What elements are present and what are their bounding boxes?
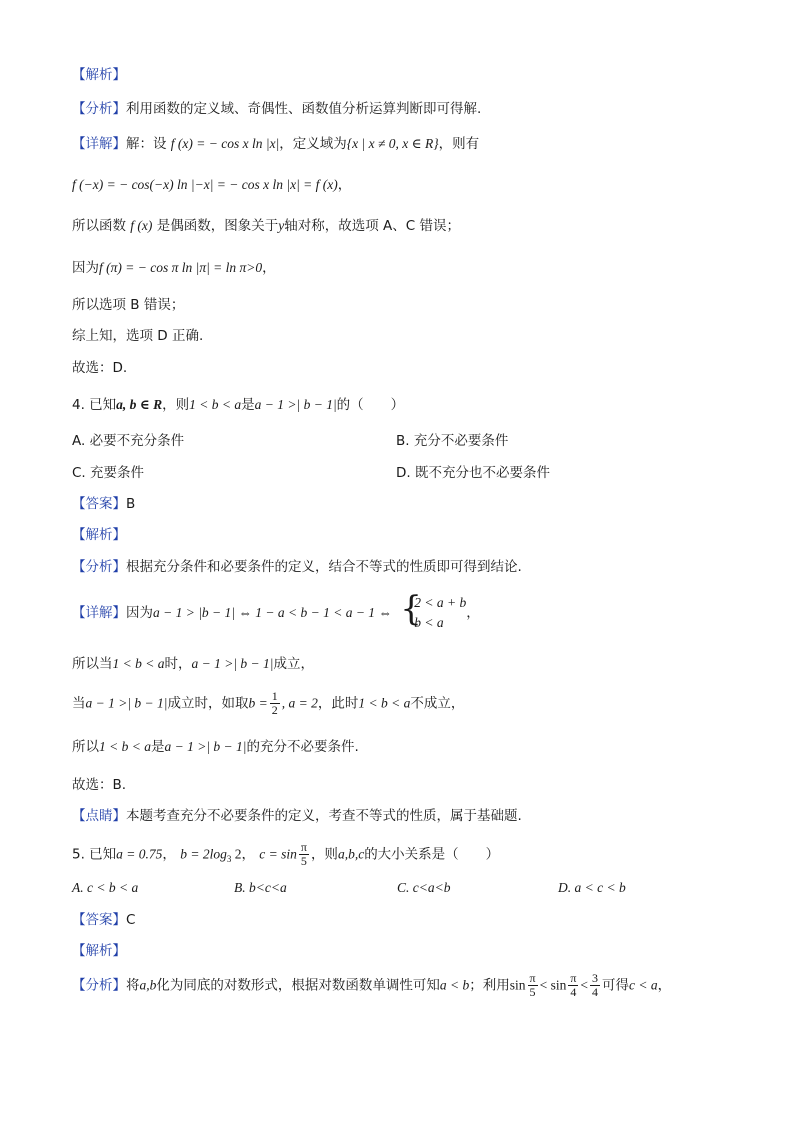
q3-even-c: 轴对称，故选项 A、C 错误； (284, 218, 460, 234)
q4-line3 (72, 690, 464, 724)
daan-tag: 【答案】 (72, 912, 126, 928)
q4-l4-b: 是 (150, 739, 165, 755)
q3-then: ，则有 (438, 136, 480, 152)
jiexi-tag: 【解析】 (72, 67, 126, 83)
q4-l2-cond: 1 < b < a (112, 656, 165, 671)
q4-system-tail: ， (466, 605, 480, 621)
q3-even-conclusion (72, 217, 460, 235)
q5-stem-end: 的大小关系是（ ） (364, 846, 500, 863)
q5-answer-line (72, 911, 135, 929)
q5-frac3-den: 4 (592, 985, 599, 999)
dianjing-tag: 【点睛】 (72, 808, 126, 824)
q4-detail-line (72, 589, 480, 635)
q4-stem-d: 的（ ） (336, 397, 405, 413)
q5-fenxi-sin1: sin (509, 977, 526, 993)
q5-fenxi-e: ， (657, 977, 672, 994)
q3-even-func: f (x) (130, 218, 153, 233)
q4-l2-a: 所以当 (72, 656, 113, 672)
q4-l3-cond: 1 < b < a (358, 695, 411, 711)
xiangjie-tag: 【详解】 (72, 605, 126, 621)
q4-l3-c: ，此时 (317, 695, 359, 712)
q5-fenxi-c: ；利用 (469, 977, 510, 994)
q5-fenxi-ca: c < a (629, 977, 658, 993)
q4-l3-a-eq: , a = 2 (281, 695, 318, 711)
q4-detail-prefix: 因为 (126, 605, 153, 621)
q5-stem-a: 5. 已知 (72, 846, 117, 863)
q4-l3-b-eq: b = (248, 695, 268, 711)
q5-fenxi-d: 可得 (602, 977, 630, 994)
q5-fenxi-lt2: < (580, 977, 589, 993)
q3-even-a: 所以函数 (72, 218, 126, 234)
q5-option-a: A. c < b < a (72, 880, 139, 895)
left-brace-icon: { (400, 589, 422, 629)
q5-fenxi-ab: a < b (439, 977, 470, 993)
q3-summary: 综上知，选项 D 正确. (72, 328, 204, 344)
q4-option-c: C. 充要条件 (72, 465, 145, 481)
q5-option-b: B. b<c<a (234, 880, 287, 895)
q4-stem-c: 是 (241, 397, 255, 413)
q5-c-num: π (300, 840, 307, 854)
q4-analysis-heading (72, 526, 126, 544)
q3-analysis-line (72, 100, 481, 118)
q4-option-a: A. 必要不充分条件 (72, 433, 185, 449)
q5-frac-pi5 (528, 972, 538, 999)
q5-analysis-line (72, 972, 671, 1006)
q4-stem-vars: a, b ∈ R (116, 397, 163, 412)
q3-pi-line (72, 259, 276, 277)
q5-stem (72, 841, 499, 873)
q3-function-def: f (x) = − cos x ln |x| (170, 136, 280, 151)
q4-l2-b: 时， (164, 656, 192, 672)
q4-half-fraction (270, 690, 280, 717)
q5-c-fraction (299, 841, 309, 868)
q5-sep2: ， (241, 846, 255, 863)
q3-domain-set: {x | x ≠ 0, x ∈ R} (346, 136, 439, 151)
q4-analysis-line (72, 558, 522, 576)
q5-c-tail: ，则 (310, 846, 338, 863)
q4-l2-expr: a − 1 >| b − 1| (191, 656, 274, 671)
fenxi-tag: 【分析】 (72, 101, 126, 117)
q4-l3-expr: a − 1 >| b − 1| (85, 695, 168, 711)
q4-answer-line (72, 495, 135, 513)
q3-domain-label: ，定义域为 (279, 136, 347, 152)
q4-answer: B (126, 496, 136, 512)
q3-detail-line (72, 135, 479, 153)
q4-half-num: 1 (271, 689, 278, 703)
q5-frac-3-4 (590, 972, 600, 999)
q4-detail-expr: a − 1 > |b − 1| ⇔ 1 − a < b − 1 < a − 1 ⇔ (153, 605, 392, 620)
q4-l3-d: 不成立， (410, 695, 465, 712)
q4-remark-line (72, 807, 522, 825)
q4-l4-cond: 1 < b < a (99, 739, 151, 754)
q3-choice: 故选：D. (72, 360, 128, 376)
q3-even-equation (72, 176, 351, 194)
q5-b-value: b = 2log (180, 846, 227, 862)
xiangjie-tag: 【详解】 (72, 136, 126, 152)
q5-frac-pi4 (568, 972, 578, 999)
q5-stem-vars: a,b,c (337, 846, 365, 862)
q4-l4-a: 所以 (72, 739, 99, 755)
fenxi-tag: 【分析】 (72, 559, 126, 575)
q4-option-b: B. 充分不必要条件 (396, 433, 509, 449)
jiexi-tag: 【解析】 (72, 527, 126, 543)
q4-option-d: D. 既不充分也不必要条件 (396, 465, 550, 481)
q5-fenxi-b: 化为同底的对数形式，根据对数函数单调性可知 (156, 977, 440, 994)
q5-frac2-num: π (570, 971, 577, 985)
q3-pi-expr: f (π) = − cos π ln |π| = ln π>0 (99, 260, 263, 275)
q3-detail-prefix: 解：设 (126, 136, 167, 152)
q3-even-eq-tail: ， (337, 177, 352, 193)
q3-b-wrong: 所以选项 B 错误； (72, 297, 185, 313)
q5-option-c: C. c<a<b (397, 880, 451, 895)
q5-frac3-num: 3 (592, 971, 599, 985)
fenxi-tag: 【分析】 (72, 977, 126, 994)
q3-even-axis: y (278, 218, 285, 233)
q4-stem-a: 4. 已知 (72, 397, 117, 413)
q5-c-den: 5 (300, 854, 307, 868)
q5-sep1: ， (162, 846, 176, 863)
q3-analysis-heading (72, 66, 126, 84)
q4-stem-b: ，则 (162, 397, 190, 413)
jiexi-tag: 【解析】 (72, 943, 126, 959)
q5-b-log-base: 3 (226, 854, 232, 865)
q4-stem-cond1: 1 < b < a (189, 397, 242, 412)
q4-l4-expr: a − 1 >| b − 1| (164, 739, 247, 754)
q4-stem-cond2: a − 1 >| b − 1| (254, 397, 337, 412)
q5-frac2-den: 4 (570, 985, 577, 999)
q5-c-pre: c = sin (259, 846, 297, 862)
q4-system-row2: b < a (414, 615, 444, 630)
q4-choice: 故选：B. (72, 777, 127, 793)
q3-pi-prefix: 因为 (72, 260, 99, 276)
q5-frac1-den: 5 (529, 985, 536, 999)
q4-l2-c: 成立， (273, 656, 314, 672)
q4-l3-a: 当 (72, 695, 86, 712)
q4-l4-c: 的充分不必要条件. (246, 739, 359, 755)
q4-stem (72, 396, 404, 414)
q5-fenxi-vars: a,b (139, 977, 157, 993)
q5-a-value: a = 0.75 (116, 846, 163, 862)
q5-analysis-heading (72, 942, 126, 960)
q5-option-d: D. a < c < b (558, 880, 626, 895)
q4-l3-b: 成立时，如取 (167, 695, 249, 712)
q3-pi-tail: ， (262, 260, 276, 276)
q4-system-row1: 2 < a + b (414, 595, 467, 610)
q4-half-den: 2 (271, 703, 278, 717)
q4-analysis-text: 根据充分条件和必要条件的定义，结合不等式的性质即可得到结论. (126, 559, 522, 575)
q5-b-tail: 2 (231, 846, 242, 862)
q5-answer: C (126, 912, 136, 928)
q5-fenxi-lt1: < sin (539, 977, 567, 993)
q5-fenxi-a: 将 (126, 977, 140, 994)
q4-inequality-system (400, 589, 467, 633)
daan-tag: 【答案】 (72, 496, 126, 512)
q4-remark-text: 本题考查充分不必要条件的定义，考查不等式的性质，属于基础题. (126, 808, 522, 824)
q3-even-b: 是偶函数，图象关于 (156, 218, 279, 234)
q3-analysis-text: 利用函数的定义域、奇偶性、函数值分析运算判断即可得解. (126, 101, 482, 117)
q3-even-eq: f (−x) = − cos(−x) ln |−x| = − cos x ln |x| = f (x) (72, 177, 338, 192)
q4-line2 (72, 655, 314, 673)
q5-frac1-num: π (529, 971, 536, 985)
q4-line4 (72, 738, 359, 756)
